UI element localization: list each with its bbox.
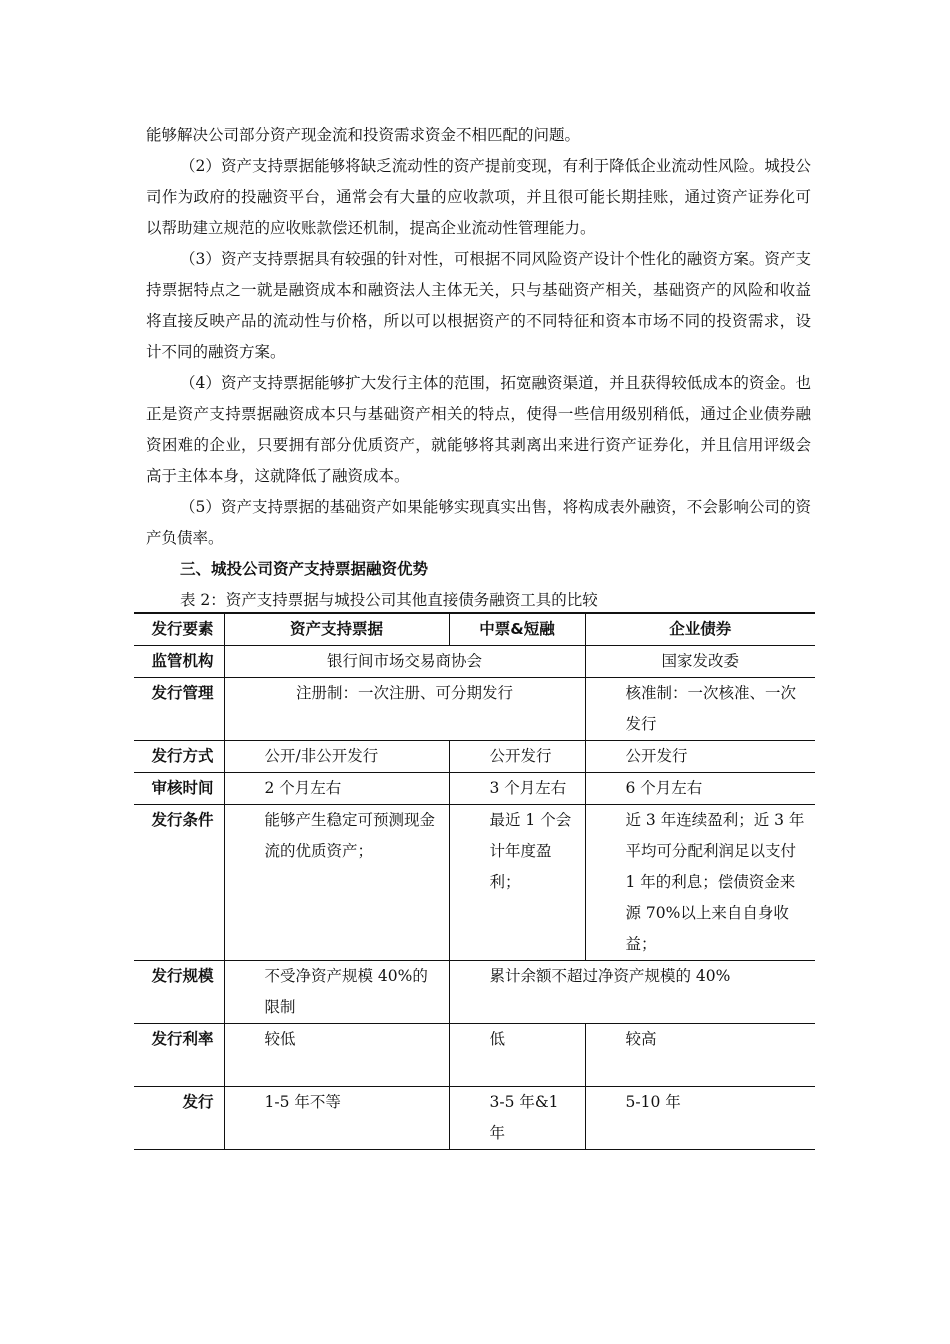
table-cell: 公开/非公开发行 [224, 741, 449, 773]
table-cell: 2 个月左右 [224, 773, 449, 805]
table-row [134, 646, 815, 678]
table-cell: 公开发行 [585, 741, 815, 773]
table-row [134, 773, 815, 805]
table-cell: 核准制：一次核准、一次发行 [585, 678, 815, 741]
table-row [134, 613, 815, 646]
table-cell: 较高 [585, 1024, 815, 1087]
paragraph-4: （4）资产支持票据能够扩大发行主体的范围，拓宽融资渠道，并且获得较低成本的资金。也正是资产支持票据融资成本只与基础资产相关的特点，使得一些信用级别稍低，通过企业债券融资困难的企业，只要拥有部分优质资产，就能够将其剥离出来进行资产证券化，并且信用评级会高于主体本身，这就降低了融资成本。 [146, 374, 811, 485]
table-cell: 3 个月左右 [449, 773, 585, 805]
table-row [134, 961, 815, 1024]
row-label: 审核时间 [134, 773, 224, 805]
table-cell: 银行间市场交易商协会 [224, 646, 585, 678]
table-cell: 不受净资产规模 40%的限制 [224, 961, 449, 1024]
row-label: 发行条件 [134, 805, 224, 961]
paragraph-1: 能够解决公司部分资产现金流和投资需求资金不相匹配的问题。 [146, 126, 581, 144]
table-cell: 6 个月左右 [585, 773, 815, 805]
row-label: 发行利率 [134, 1024, 224, 1087]
table-row [134, 1087, 815, 1150]
section-heading: 三、城投公司资产支持票据融资优势 [180, 560, 429, 578]
table-cell: 近 3 年连续盈利；近 3 年平均可分配利润足以支付 1 年的利息；偿债资金来源 70%以上来自自身收益； [585, 805, 815, 961]
column-header: 中票&短融 [449, 613, 585, 646]
table-cell: 3-5 年&1 年 [449, 1087, 585, 1150]
row-label: 发行管理 [134, 678, 224, 741]
table-cell: 低 [449, 1024, 585, 1087]
paragraph-3: （3）资产支持票据具有较强的针对性，可根据不同风险资产设计个性化的融资方案。资产支持票据特点之一就是融资成本和融资法人主体无关，只与基础资产相关，基础资产的风险和收益将直接反映产品的流动性与价格，所以可以根据资产的不同特征和资本市场不同的投资需求，设计不同的融资方案。 [146, 250, 811, 361]
table-cell: 5-10 年 [585, 1087, 815, 1150]
row-label: 发行规模 [134, 961, 224, 1024]
table-cell: 注册制：一次注册、可分期发行 [224, 678, 585, 741]
table-row [134, 741, 815, 773]
row-label: 发行要素 [134, 613, 224, 646]
comparison-table [134, 612, 815, 1150]
table-cell: 较低 [224, 1024, 449, 1087]
table-cell: 累计余额不超过净资产规模的 40% [449, 961, 815, 1024]
table-row [134, 678, 815, 741]
table-row [134, 805, 815, 961]
table-cell: 能够产生稳定可预测现金流的优质资产； [224, 805, 449, 961]
table-cell: 公开发行 [449, 741, 585, 773]
table-cell: 国家发改委 [585, 646, 815, 678]
column-header: 企业债券 [585, 613, 815, 646]
table-row [134, 1024, 815, 1087]
column-header: 资产支持票据 [224, 613, 449, 646]
table-cell: 1-5 年不等 [224, 1087, 449, 1150]
paragraph-2: （2）资产支持票据能够将缺乏流动性的资产提前变现，有利于降低企业流动性风险。城投公司作为政府的投融资平台，通常会有大量的应收款项，并且很可能长期挂账，通过资产证券化可以帮助建立规范的应收账款偿还机制，提高企业流动性管理能力。 [146, 157, 811, 237]
row-label: 发行方式 [134, 741, 224, 773]
paragraph-5: （5）资产支持票据的基础资产如果能够实现真实出售，将构成表外融资，不会影响公司的资产负债率。 [146, 498, 811, 547]
table-cell: 最近 1 个会计年度盈利； [449, 805, 585, 961]
row-label: 监管机构 [134, 646, 224, 678]
table-caption: 表 2：资产支持票据与城投公司其他直接债务融资工具的比较 [180, 591, 598, 609]
document-body [146, 120, 811, 616]
row-label: 发行 [134, 1087, 224, 1150]
